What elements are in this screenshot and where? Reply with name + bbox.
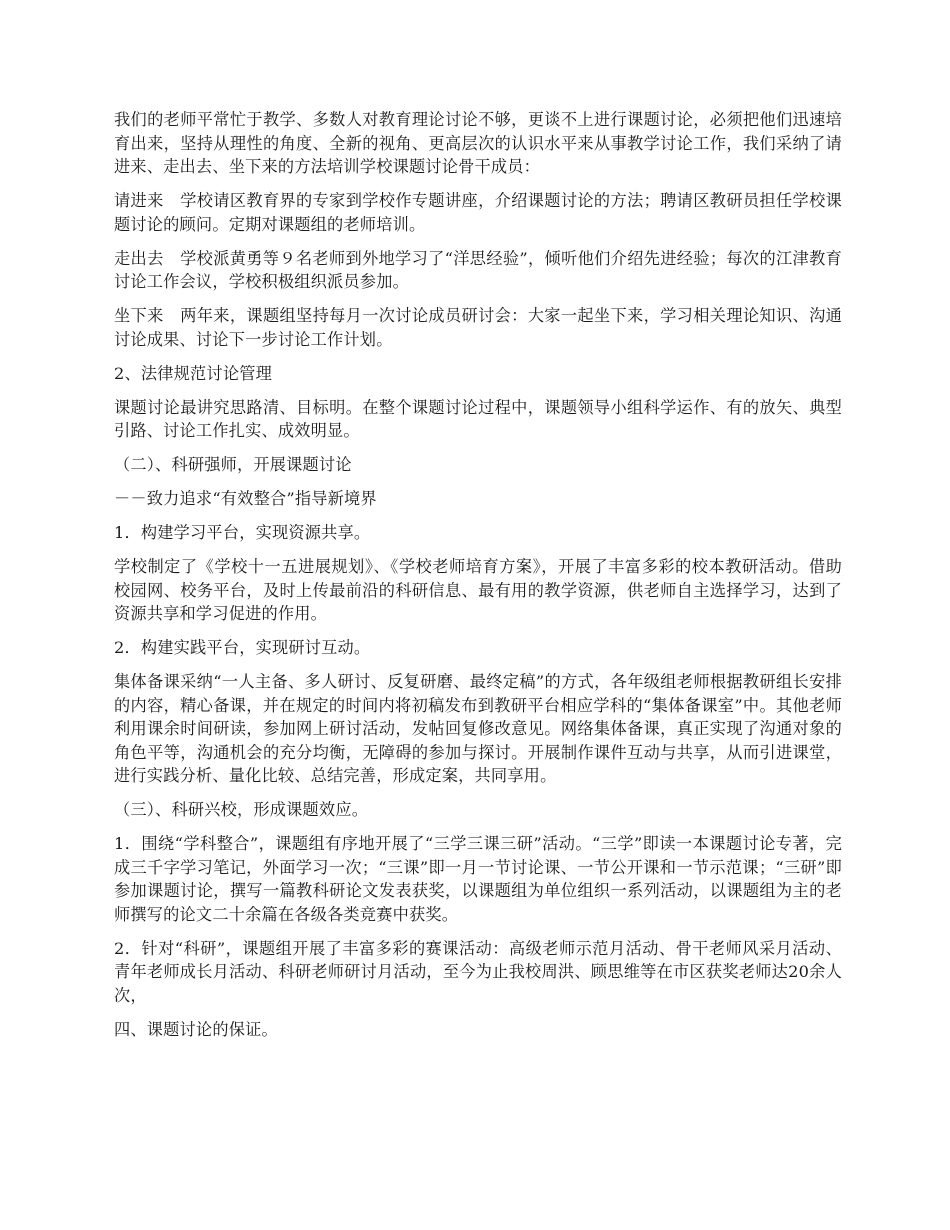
paragraph-intro: 我们的老师平常忙于教学、多数人对教育理论讨论不够，更谈不上进行课题讨论，必须把他们迅速培育出来，坚持从理性的角度、全新的视角、更高层次的认识水平来从事教学讨论工作，我们采纳了请进来、走出去、坐下来的方法培训学校课题讨论骨干成员： (114, 110, 842, 176)
paragraph-management: 课题讨论最讲究思路清、目标明。在整个课题讨论过程中，课题领导小组科学运作、有的放矢、典型引路、讨论工作扎实、成效明显。 (114, 397, 842, 440)
heading-practice-platform: 2．构建实践平台，实现研讨互动。 (114, 638, 371, 657)
heading-section-two: （二）、科研强师，开展课题讨论 (114, 455, 352, 474)
paragraph-learning-platform: 学校制定了《学校十一五进展规划》、《学校老师培育方案》，开展了丰富多彩的校本教研活动。借助校园网、校务平台，及时上传最前沿的科研信息、最有用的教学资源，供老师自主选择学习，达到了资源共享和学习促进的作用。 (114, 557, 842, 623)
subheading-integration: －－致力追求“有效整合”指导新境界 (114, 489, 377, 508)
heading-section-four: 四、课题讨论的保证。 (114, 1019, 278, 1039)
paragraph-competitions: 2．针对“科研”，课题组开展了丰富多彩的赛课活动：高级老师示范月活动、骨干老师风采月活动、青年老师成长月活动、科研老师研讨月活动，至今为止我校周洪、顾思维等在市区获奖老师达20余人次， (114, 938, 842, 1005)
heading-section-three: （三）、科研兴校，形成课题效应。 (114, 800, 369, 819)
heading-learning-platform: 1．构建学习平台，实现资源共享。 (114, 523, 371, 542)
document-body (114, 108, 842, 1052)
paragraph-go-out: 走出去 学校派黄勇等９名老师到外地学习了“洋思经验”，倾听他们介绍先进经验；每次的江津教育讨论工作会议，学校积极组织派员参加。 (114, 248, 842, 291)
paragraph-practice-platform: 集体备课采纳“一人主备、多人研讨、反复研磨、最终定稿”的方式，各年级组老师根据教研组长安排的内容，精心备课，并在规定的时间内将初稿发布到教研平台相应学科的“集体备课室”中。其他老师利用课余时间研读，参加网上研讨活动，发帖回复修改意见。网络集体备课，真正实现了沟通对象的角色平等，沟通机会的充分均衡，无障碍的参加与探讨。开展制作课件互动与共享，从而引进课堂，进行实践分析、量化比较、总结完善，形成定案，共同享用。 (114, 672, 842, 785)
paragraph-invite-in: 请进来 学校请区教育界的专家到学校作专题讲座，介绍课题讨论的方法；聘请区教研员担任学校课题讨论的顾问。定期对课题组的老师培训。 (114, 191, 842, 234)
paragraph-sit-down: 坐下来 两年来，课题组坚持每月一次讨论成员研讨会：大家一起坐下来，学习相关理论知识、沟通讨论成果、讨论下一步讨论工作计划。 (114, 306, 842, 349)
heading-regulate-management: 2、法律规范讨论管理 (114, 363, 272, 383)
paragraph-three-activities: 1．围绕“学科整合”，课题组有序地开展了“三学三课三研”活动。“三学”即读一本课题讨论专著，完成三千字学习笔记，外面学习一次；“三课”即一月一节讨论课、一节公开课和一节示范课；“三研”即参加课题讨论，撰写一篇教科研论文发表获奖，以课题组为单位组织一系列活动，以课题组为主的老师撰写的论文二十余篇在各级各类竞赛中获奖。 (114, 834, 842, 924)
